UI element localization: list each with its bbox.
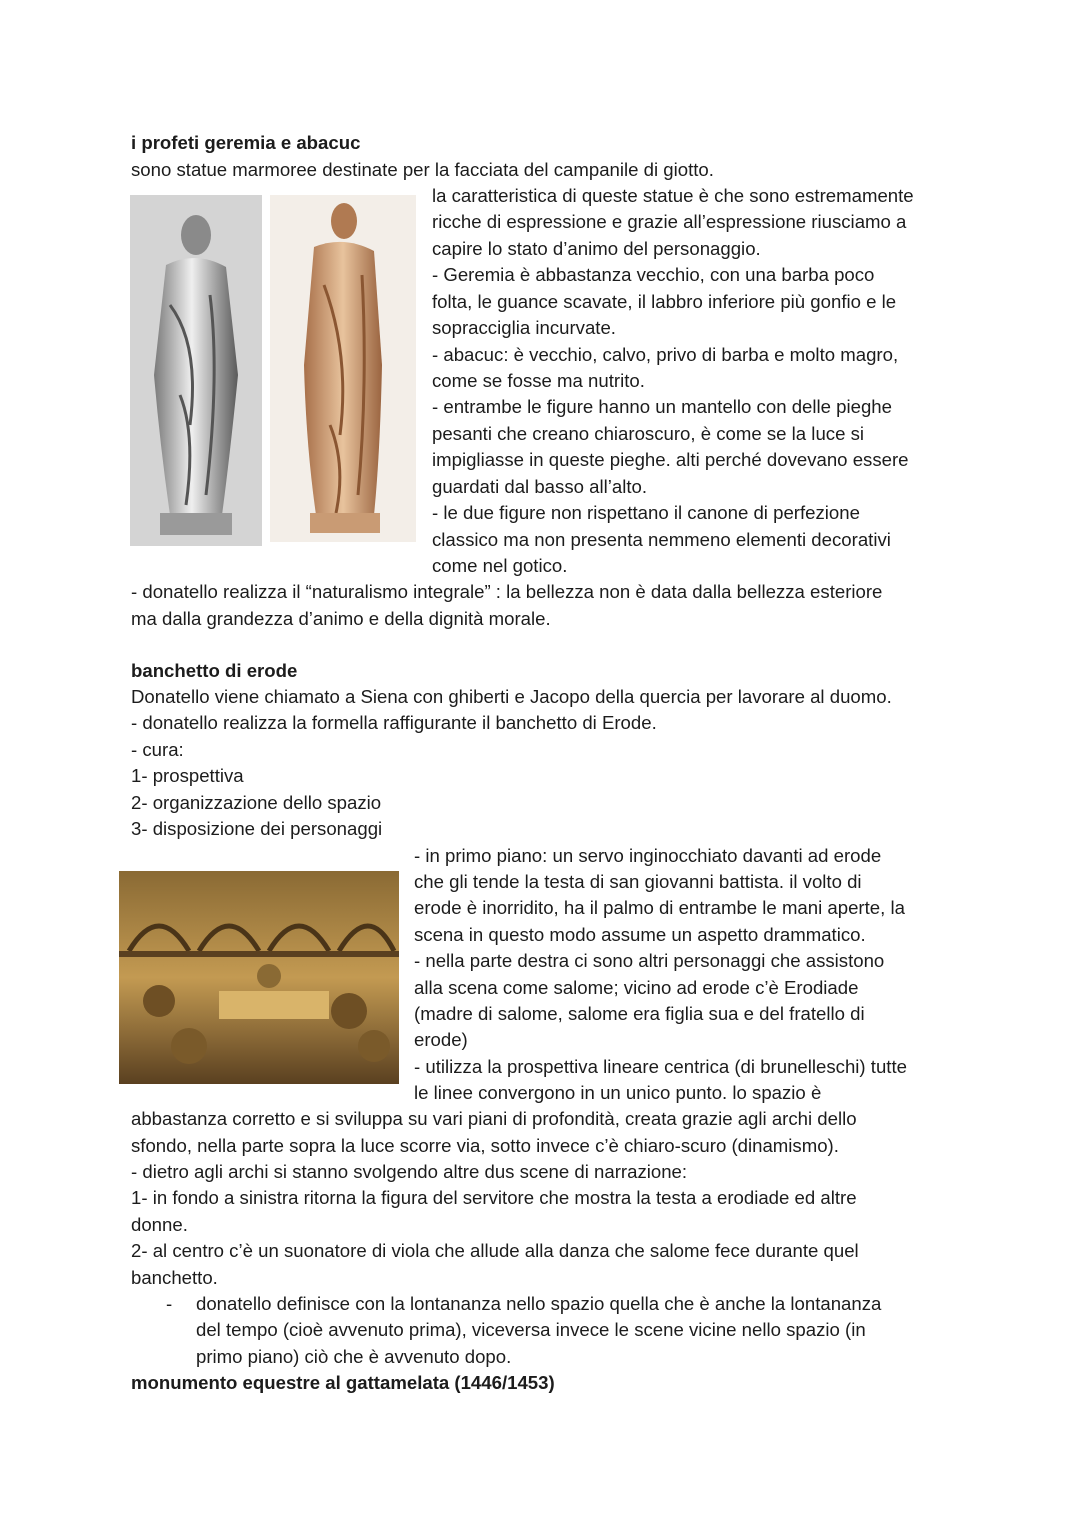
- side-text-line: alla scena come salome; vicino ad erode c’è Erodiade: [414, 977, 859, 998]
- side-text-line: impigliasse in queste pieghe. alti perché dovevano essere: [432, 449, 909, 470]
- side-text-line: - entrambe le figure hanno un mantello con delle pieghe: [432, 396, 892, 417]
- side-text-line: folta, le guance scavate, il labbro inferiore più gonfio e le: [432, 291, 897, 312]
- body-text-line: - donatello realizza il “naturalismo integrale” : la bellezza non è data dalla bellezza esteriore: [131, 581, 883, 602]
- side-text-line: che gli tende la testa di san giovanni battista. il volto di: [414, 871, 862, 892]
- body-text-line: 3- disposizione dei personaggi: [131, 818, 383, 839]
- body-text-line: sfondo, nella parte sopra la luce scorre via, sotto invece c’è chiaro-scuro (dinamismo).: [131, 1135, 839, 1156]
- side-text-line: come se fosse ma nutrito.: [432, 370, 645, 391]
- body-text-line: banchetto.: [131, 1267, 218, 1288]
- side-text-line: pesanti che creano chiaroscuro, è come se la luce si: [432, 423, 865, 444]
- body-text-line: - dietro agli archi si stanno svolgendo altre dus scene di narrazione:: [131, 1161, 688, 1182]
- side-text-line: - nella parte destra ci sono altri personaggi che assistono: [414, 950, 885, 971]
- side-text-line: le linee convergono in un unico punto. lo spazio è: [414, 1082, 822, 1103]
- body-text-line: 2- al centro c’è un suonatore di viola che allude alla danza che salome fece durante quel: [131, 1240, 859, 1261]
- body-text-line: 1- prospettiva: [131, 765, 244, 786]
- side-text-line: sopracciglia incurvate.: [432, 317, 616, 338]
- body-text-line: 2- organizzazione dello spazio: [131, 792, 382, 813]
- banchetto-relief-image: [119, 871, 399, 1084]
- side-text-line: (madre di salome, salome era figlia sua e del fratello di: [414, 1003, 865, 1024]
- side-text-line: la caratteristica di queste statue è che sono estremamente: [432, 185, 914, 206]
- side-text-line: erode): [414, 1029, 468, 1050]
- side-text-line: - utilizza la prospettiva lineare centrica (di brunelleschi) tutte: [414, 1056, 907, 1077]
- side-text-line: erode è inorridito, ha il palmo di entrambe le mani aperte, la: [414, 897, 905, 918]
- body-text-line: 1- in fondo a sinistra ritorna la figura del servitore che mostra la testa a erodiade ed altre: [131, 1187, 857, 1208]
- abacuc-statue-image: [270, 195, 416, 542]
- side-text-line: ricche di espressione e grazie all’espressione riusciamo a: [432, 211, 907, 232]
- body-text-line: ma dalla grandezza d’animo e della dignità morale.: [131, 608, 551, 629]
- section-title-gattamelata: monumento equestre al gattamelata (1446/1453): [131, 1372, 555, 1393]
- bullet-marker: -: [166, 1293, 173, 1314]
- side-text-line: classico ma non presenta nemmeno elementi decorativi: [432, 529, 891, 550]
- side-text-line: capire lo stato d’animo del personaggio.: [432, 238, 761, 259]
- bullet-text-line: del tempo (cioè avvenuto prima), viceversa invece le scene vicine nello spazio (in: [196, 1319, 866, 1340]
- section-title-profeti: i profeti geremia e abacuc: [131, 132, 361, 153]
- side-text-line: - in primo piano: un servo inginocchiato davanti ad erode: [414, 845, 882, 866]
- side-text-line: - Geremia è abbastanza vecchio, con una barba poco: [432, 264, 875, 285]
- section-title-banchetto: banchetto di erode: [131, 660, 298, 681]
- body-text-line: - cura:: [131, 739, 184, 760]
- intro-text: sono statue marmoree destinate per la facciata del campanile di giotto.: [131, 159, 714, 180]
- body-text-line: Donatello viene chiamato a Siena con ghiberti e Jacopo della quercia per lavorare al duomo.: [131, 686, 892, 707]
- side-text-line: come nel gotico.: [432, 555, 568, 576]
- side-text-line: - abacuc: è vecchio, calvo, privo di barba e molto magro,: [432, 344, 899, 365]
- side-text-line: guardati dal basso all’alto.: [432, 476, 647, 497]
- body-text-line: abbastanza corretto e si sviluppa su vari piani di profondità, creata grazie agli archi dello: [131, 1108, 857, 1129]
- bullet-text-line: primo piano) ciò che è avvenuto dopo.: [196, 1346, 512, 1367]
- body-text-line: donne.: [131, 1214, 188, 1235]
- side-text-line: - le due figure non rispettano il canone di perfezione: [432, 502, 860, 523]
- geremia-statue-image: [130, 195, 262, 546]
- body-text-line: - donatello realizza la formella raffigurante il banchetto di Erode.: [131, 712, 657, 733]
- bullet-text-line: donatello definisce con la lontananza nello spazio quella che è anche la lontananza: [196, 1293, 882, 1314]
- side-text-line: scena in questo modo assume un aspetto drammatico.: [414, 924, 866, 945]
